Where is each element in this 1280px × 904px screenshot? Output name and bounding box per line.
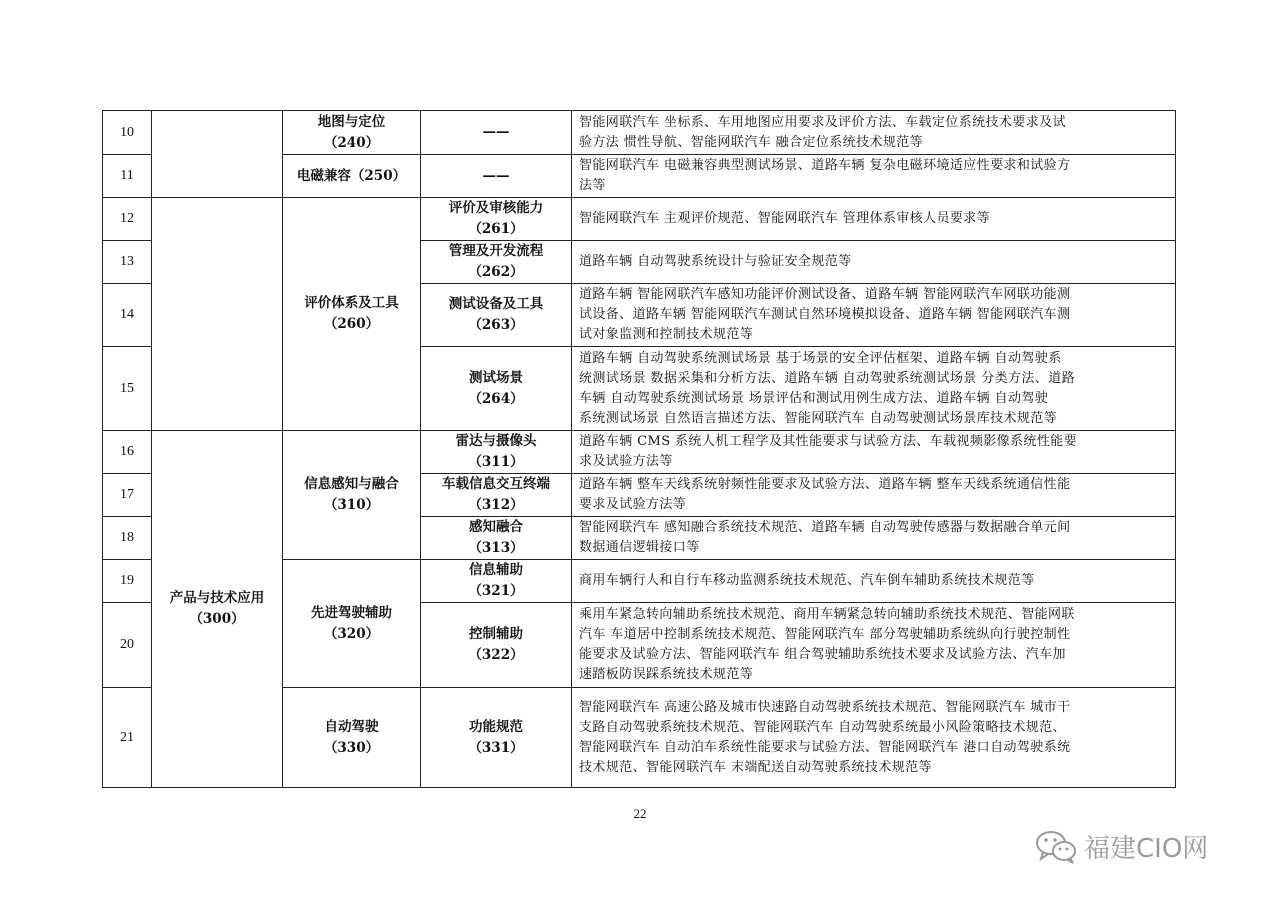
level2-cell	[283, 688, 421, 788]
description-cell	[572, 603, 1176, 688]
level3-code: （264）	[468, 390, 524, 407]
row-number: 11	[103, 155, 152, 198]
description-line: 商用车辆行人和自行车移动监测系统技术规范、汽车倒车辅助系统技术规范等	[579, 573, 1035, 588]
description-cell	[572, 474, 1176, 517]
description-line: 能要求及试验方法、智能网联汽车 组合驾驶辅助系统技术要求及试验方法、汽车加	[579, 647, 1066, 662]
row-number: 10	[103, 111, 152, 155]
level3-cell	[421, 347, 572, 431]
level3-name: ——	[482, 167, 510, 184]
level3-name: ——	[482, 124, 510, 140]
row-number: 20	[103, 603, 152, 688]
level2-name: 电磁兼容（250）	[296, 167, 407, 184]
description-line: 数据通信逻辑接口等	[579, 540, 700, 555]
description-line: 支路自动驾驶系统技术规范、智能网联汽车 自动驾驶系统最小风险策略技术规范、	[579, 719, 1066, 735]
level3-cell	[421, 155, 572, 198]
row-number: 21	[103, 688, 152, 788]
level2-cell	[283, 155, 421, 198]
description-line: 法等	[579, 178, 606, 193]
description-cell	[572, 155, 1176, 198]
level3-name: 感知融合	[469, 519, 523, 535]
description-line: 速踏板防误踩系统技术规范等	[579, 667, 754, 682]
level3-cell	[421, 688, 572, 788]
description-line: 求及试验方法等	[579, 454, 673, 469]
description-line: 智能网联汽车 自动泊车系统性能要求与试验方法、智能网联汽车 港口自动驾驶系统	[579, 739, 1071, 755]
table-row	[103, 431, 1176, 474]
level3-code: （311）	[468, 454, 524, 470]
description-cell	[572, 347, 1176, 431]
level3-name: 管理及开发流程	[448, 243, 544, 259]
level3-cell	[421, 111, 572, 155]
level2-cell	[283, 198, 421, 431]
wechat-icon	[1034, 829, 1078, 865]
level3-name: 测试场景	[469, 369, 523, 386]
level2-code: （330）	[323, 739, 380, 756]
level3-cell	[421, 603, 572, 688]
description-cell	[572, 560, 1176, 603]
table-row	[103, 111, 1176, 155]
description-line: 试设备、道路车辆 智能网联汽车测试自然环境模拟设备、道路车辆 智能网联汽车测	[579, 307, 1071, 322]
level3-cell	[421, 198, 572, 241]
description-line: 技术规范、智能网联汽车 末端配送自动驾驶系统技术规范等	[579, 759, 932, 775]
level2-name: 评价体系及工具	[304, 295, 399, 311]
level2-code: （320）	[323, 625, 380, 642]
page-number: 22	[633, 806, 647, 821]
level2-cell	[283, 560, 421, 688]
description-line: 道路车辆 整车天线系统射频性能要求及试验方法、道路车辆 整车天线系统通信性能	[579, 477, 1071, 492]
level1-code: （300）	[189, 611, 245, 627]
level3-name: 测试设备及工具	[448, 296, 544, 312]
description-line: 智能网联汽车 电磁兼容典型测试场景、道路车辆 复杂电磁环境适应性要求和试验方	[579, 158, 1071, 173]
level3-cell	[421, 284, 572, 347]
level2-cell	[283, 431, 421, 560]
level3-cell	[421, 431, 572, 474]
level3-name: 车载信息交互终端	[442, 476, 550, 492]
level3-cell	[421, 517, 572, 560]
level2-name: 先进驾驶辅助	[311, 604, 392, 621]
row-number: 13	[103, 241, 152, 284]
level3-cell	[421, 560, 572, 603]
description-line: 汽车 车道居中控制系统技术规范、智能网联汽车 部分驾驶辅助系统纵向行驶控制性	[579, 627, 1071, 642]
table-row	[103, 198, 1176, 241]
description-line: 道路车辆 智能网联汽车感知功能评价测试设备、道路车辆 智能网联汽车网联功能测	[579, 287, 1071, 302]
row-number: 15	[103, 347, 152, 431]
description-line: 乘用车紧急转向辅助系统技术规范、商用车辆紧急转向辅助系统技术规范、智能网联	[579, 607, 1075, 622]
row-number: 17	[103, 474, 152, 517]
description-cell	[572, 688, 1176, 788]
level3-name: 信息辅助	[469, 562, 523, 578]
level3-code: （261）	[468, 221, 524, 237]
level3-code: （263）	[468, 317, 524, 333]
level2-code: （260）	[323, 316, 380, 332]
description-line: 智能网联汽车 高速公路及城市快速路自动驾驶系统技术规范、智能网联汽车 城市干	[579, 699, 1071, 715]
level3-code: （331）	[468, 739, 524, 756]
standards-table	[102, 110, 1176, 788]
watermark	[1034, 828, 1208, 865]
level2-name: 地图与定位	[317, 113, 386, 130]
level1-name: 产品与技术应用	[169, 590, 265, 606]
level3-name: 控制辅助	[469, 626, 523, 642]
level3-code: （262）	[468, 264, 524, 280]
level1-empty-cell	[152, 111, 283, 198]
description-cell	[572, 241, 1176, 284]
description-line: 道路车辆 自动驾驶系统设计与验证安全规范等	[579, 254, 852, 269]
description-cell	[572, 284, 1176, 347]
watermark-text: 福建CIO网	[1084, 834, 1209, 864]
description-cell	[572, 517, 1176, 560]
description-cell	[572, 431, 1176, 474]
level2-code: （240）	[323, 134, 380, 151]
level3-code: （321）	[468, 583, 524, 599]
level2-name: 信息感知与融合	[304, 476, 399, 492]
description-line: 道路车辆 CMS 系统人机工程学及其性能要求与试验方法、车载视频影像系统性能要	[579, 434, 1078, 449]
level3-cell	[421, 474, 572, 517]
level2-name: 自动驾驶	[324, 718, 379, 735]
description-line: 试对象监测和控制技术规范等	[579, 327, 754, 342]
description-cell	[572, 198, 1176, 241]
level3-name: 功能规范	[469, 718, 523, 735]
level1-empty-cell	[152, 198, 283, 431]
description-line: 车辆 自动驾驶系统测试场景 场景评估和测试用例生成方法、道路车辆 自动驾驶	[579, 390, 1049, 406]
level3-code: （322）	[468, 647, 524, 663]
row-number: 12	[103, 198, 152, 241]
level2-code: （310）	[323, 497, 380, 513]
level1-cell	[152, 431, 283, 788]
level3-code: （313）	[468, 540, 524, 556]
level3-name: 评价及审核能力	[448, 200, 544, 216]
level3-cell	[421, 241, 572, 284]
level2-cell	[283, 111, 421, 155]
description-line: 验方法 惯性导航、智能网联汽车 融合定位系统技术规范等	[579, 134, 924, 150]
description-line: 智能网联汽车 坐标系、车用地图应用要求及评价方法、车载定位系统技术要求及试	[579, 114, 1066, 130]
description-line: 道路车辆 自动驾驶系统测试场景 基于场景的安全评估框架、道路车辆 自动驾驶系	[579, 350, 1062, 366]
level3-code: （312）	[468, 497, 524, 513]
row-number: 16	[103, 431, 152, 474]
row-number: 14	[103, 284, 152, 347]
row-number: 18	[103, 517, 152, 560]
level3-name: 雷达与摄像头	[455, 433, 537, 449]
description-line: 系统测试场景 自然语言描述方法、智能网联汽车 自动驾驶测试场景库技术规范等	[579, 410, 1058, 426]
description-line: 要求及试验方法等	[579, 497, 687, 512]
row-number: 19	[103, 560, 152, 603]
description-line: 智能网联汽车 主观评价规范、智能网联汽车 管理体系审核人员要求等	[579, 211, 991, 226]
description-cell	[572, 111, 1176, 155]
description-line: 智能网联汽车 感知融合系统技术规范、道路车辆 自动驾驶传感器与数据融合单元间	[579, 520, 1071, 535]
description-line: 统测试场景 数据采集和分析方法、道路车辆 自动驾驶系统测试场景 分类方法、道路	[579, 370, 1075, 386]
